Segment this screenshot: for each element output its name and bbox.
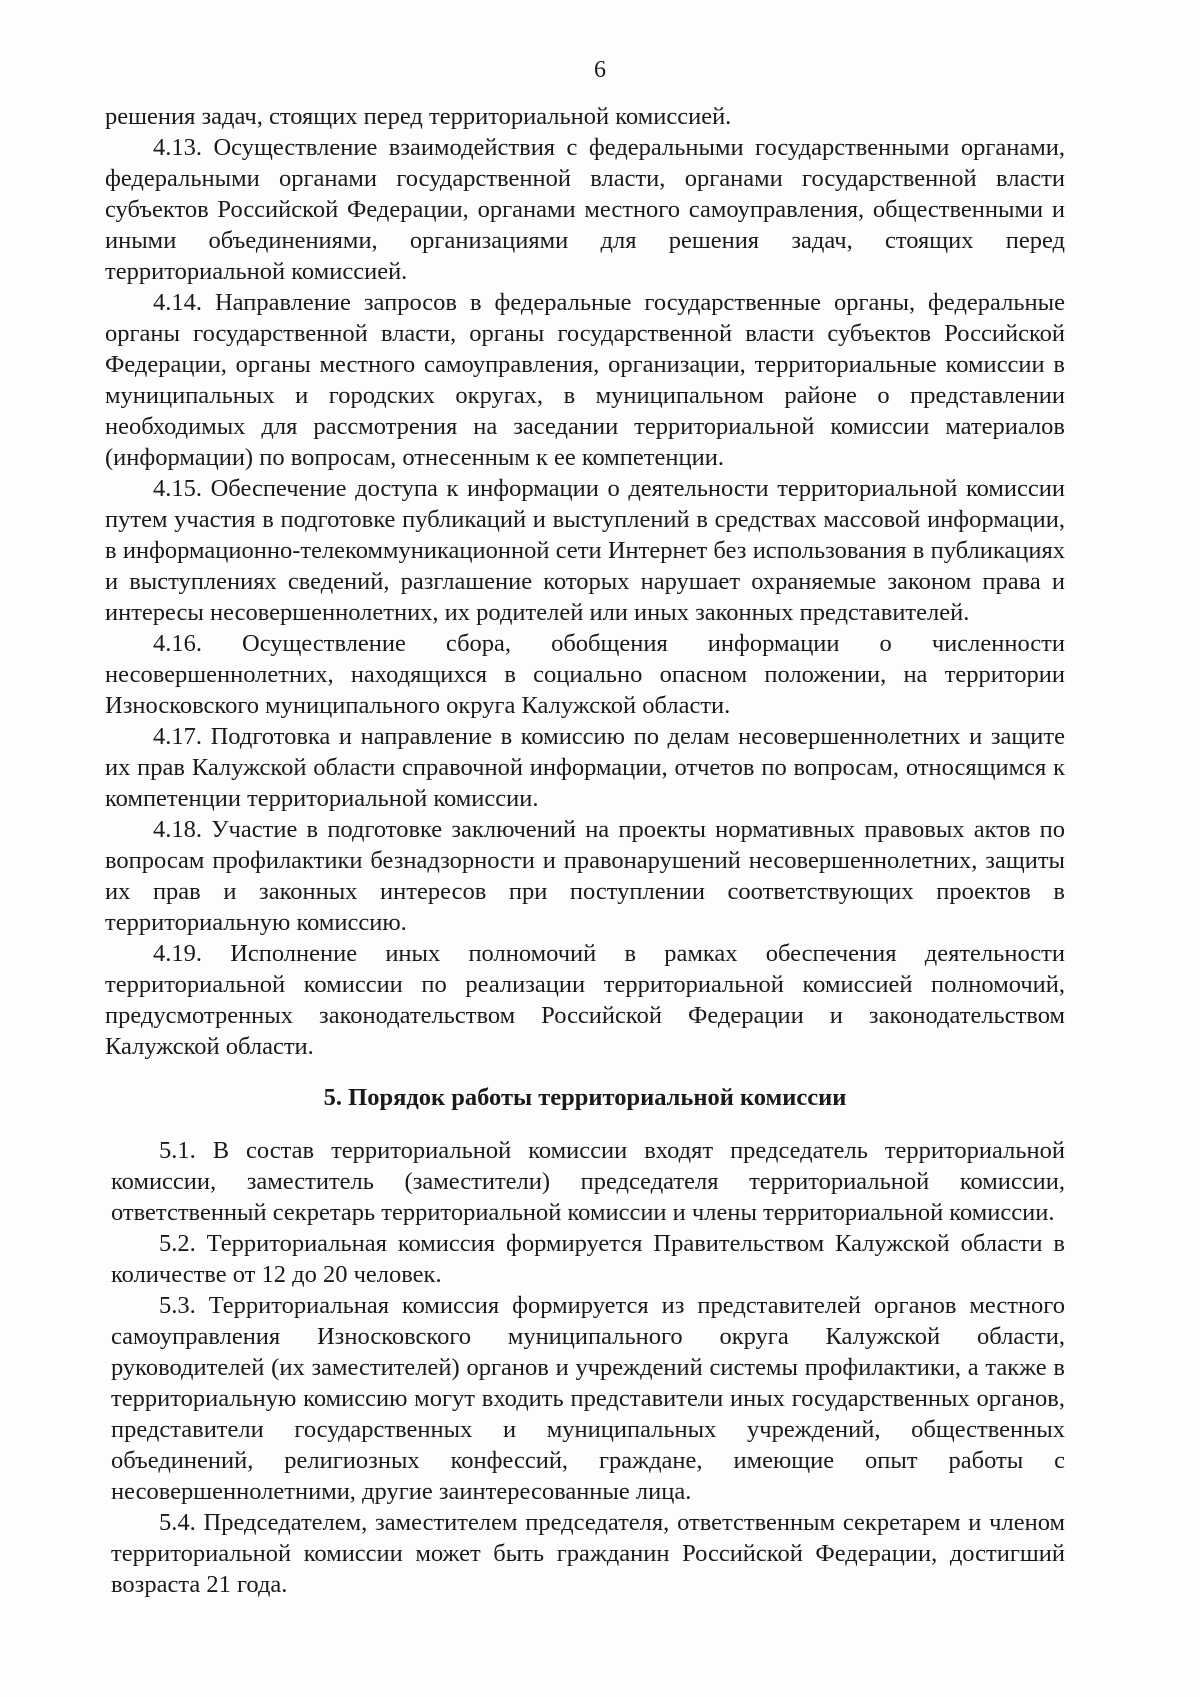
section-5-heading: 5. Порядок работы территориальной комиссии <box>323 1084 847 1111</box>
paragraph-5-2: 5.2. Территориальная комиссия формируется Правительством Калужской области в количестве от 12 до 20 человек. <box>111 1230 1065 1288</box>
document-body <box>105 101 1065 1600</box>
paragraph-5-1: 5.1. В состав территориальной комиссии входят председатель территориальной комиссии, заместитель (заместители) председателя территориальной комиссии, ответственный секретарь территориальной комиссии и члены территориальной комиссии. <box>111 1137 1065 1226</box>
section-5-body <box>105 1135 1065 1600</box>
page-number: 6 <box>594 57 606 83</box>
paragraph-4-19: 4.19. Исполнение иных полномочий в рамках обеспечения деятельности территориальной комиссии по реализации территориальной комиссией полномочий, предусмотренных законодательством Российской Федерации и законодательством Калужской области. <box>105 940 1065 1060</box>
paragraph-5-4: 5.4. Председателем, заместителем председателя, ответственным секретарем и членом территориальной комиссии может быть гражданин Российской Федерации, достигший возраста 21 года. <box>111 1509 1065 1598</box>
paragraph-4-17: 4.17. Подготовка и направление в комиссию по делам несовершеннолетних и защите их прав Калужской области справочной информации, отчетов по вопросам, относящимся к компетенции территориальной комиссии. <box>105 723 1065 812</box>
paragraph-4-16: 4.16. Осуществление сбора, обобщения информации о численности несовершеннолетних, находящихся в социально опасном положении, на территории Износковского муниципального округа Калужской области. <box>105 630 1065 719</box>
paragraph-5-3: 5.3. Территориальная комиссия формируется из представителей органов местного самоуправления Износковского муниципального округа Калужской области, руководителей (их заместителей) органов и учреждений системы профилактики, а также в территориальную комиссию могут входить представители иных государственных органов, представители государственных и муниципальных учреждений, общественных объединений, религиозных конфессий, граждане, имеющие опыт работы с несовершеннолетними, другие заинтересованные лица. <box>111 1292 1065 1505</box>
paragraph-4-14: 4.14. Направление запросов в федеральные государственные органы, федеральные органы государственной власти, органы государственной власти субъектов Российской Федерации, органы местного самоуправления, организации, территориальные комиссии в муниципальных и городских округах, в муниципальном районе о представлении необходимых для рассмотрения на заседании территориальной комиссии материалов (информации) по вопросам, отнесенным к ее компетенции. <box>105 289 1065 471</box>
section-4-continuation <box>105 101 1065 1062</box>
paragraph-4-13: 4.13. Осуществление взаимодействия с федеральными государственными органами, федеральными органами государственной власти, органами государственной власти субъектов Российской Федерации, органами местного самоуправления, общественными и иными объединениями, организациями для решения задач, стоящих перед территориальной комиссией. <box>105 134 1065 285</box>
paragraph-4-15: 4.15. Обеспечение доступа к информации о деятельности территориальной комиссии путем участия в подготовке публикаций и выступлений в средствах массовой информации, в информационно-телекоммуникационной сети Интернет без использования в публикациях и выступлениях сведений, разглашение которых нарушает охраняемые законом права и интересы несовершеннолетних, их родителей или иных законных представителей. <box>105 475 1065 626</box>
paragraph-4-12-continuation: решения задач, стоящих перед территориальной комиссией. <box>105 103 732 130</box>
paragraph-4-18: 4.18. Участие в подготовке заключений на проекты нормативных правовых актов по вопросам профилактики безнадзорности и правонарушений несовершеннолетних, защиты их прав и законных интересов при поступлении соответствующих проектов в территориальную комиссию. <box>105 816 1065 936</box>
